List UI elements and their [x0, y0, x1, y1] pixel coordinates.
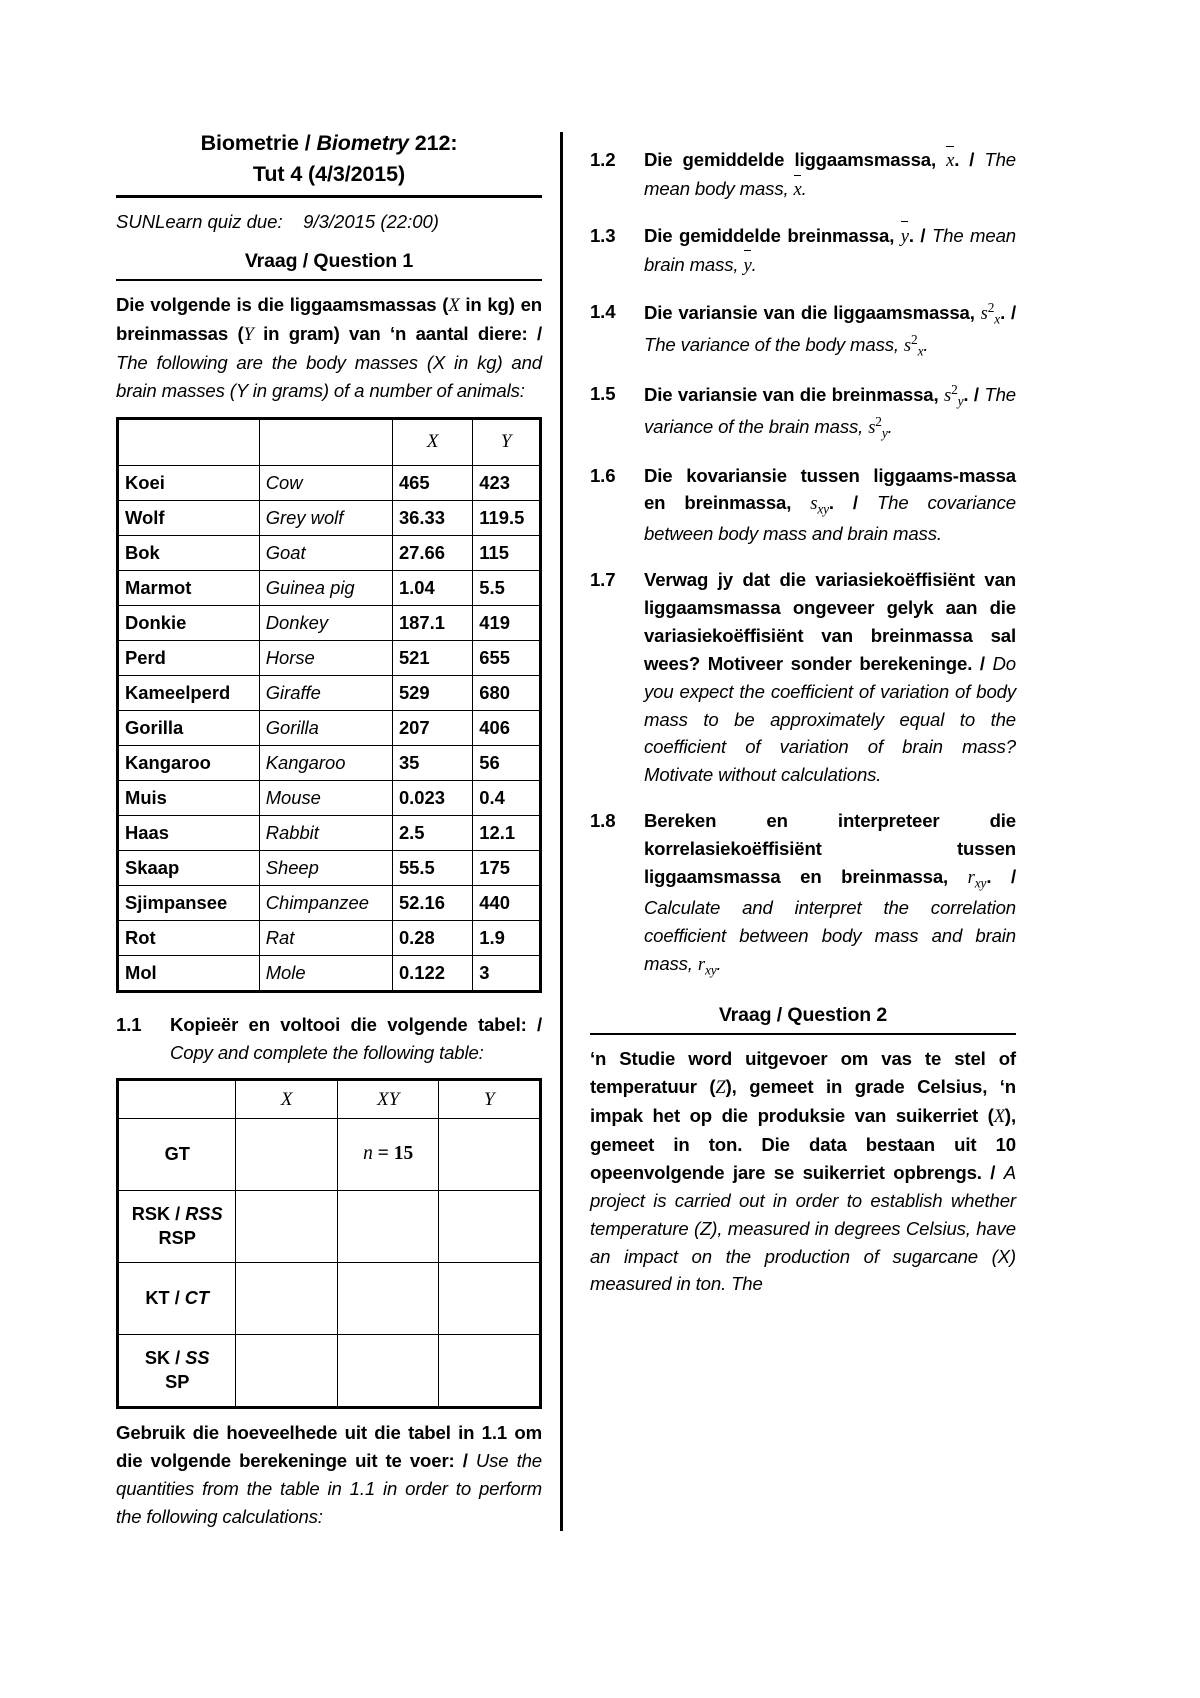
summary-cell-value: n = 15 [337, 1119, 439, 1191]
summary-row [118, 1263, 541, 1335]
item-1-8-number: 1.8 [589, 810, 616, 832]
item-1-5-text: Die variansie van die breinmassa, $s^2_y$. / The variance of the brain mass, $s^2_y$. [643, 381, 1016, 441]
cell-y-value: 1.9 [473, 920, 541, 955]
table-row [118, 710, 541, 745]
use-quantities-af: Gebruik die hoeveelhede uit die tabel in 1.1 om die volgende berekeninge uit te voer: / [116, 1422, 542, 1472]
title-en: Biometry [316, 131, 409, 155]
two-column-layout [116, 128, 1016, 1531]
cell-x-value: 52.16 [392, 885, 472, 920]
cell-y-value: 0.4 [473, 780, 541, 815]
title-subtitle: Tut 4 (4/3/2015) [252, 161, 406, 186]
cell-name-en: Mouse [259, 780, 392, 815]
item-1-7-text [644, 566, 1016, 789]
summary-row [118, 1335, 541, 1408]
title-divider [116, 195, 542, 198]
cell-y-value: 119.5 [473, 500, 541, 535]
item-1-7-af: Verwag jy dat die variasiekoëffisiënt van liggaamsmassa ongeveer gelyk aan die variasiekoëffisiënt van breinmassa sal wees? Motiveer sonder berekeninge. / [643, 569, 1016, 674]
intro-af: Die volgende is die liggaamsmassas (X in kg) en breinmassas (Y in gram) van ‘n aantal diere: / [116, 294, 542, 345]
summary-cell-blank [337, 1263, 439, 1335]
cell-x-value: 529 [392, 675, 472, 710]
item-1-4-number: 1.4 [589, 300, 616, 322]
summary-row-label: RSK / RSS RSP [118, 1191, 236, 1263]
cell-name-af: Donkie [118, 605, 260, 640]
item-1-4 [590, 298, 1016, 362]
item-1-7-number: 1.7 [589, 569, 616, 591]
cell-y-value: 406 [473, 710, 541, 745]
summary-row-label: KT / CT [118, 1263, 236, 1335]
summary-cell-blank [236, 1263, 338, 1335]
item-1-8-af: Bereken en interpreteer die korrelasiekoëffisiënt tussen liggaamsmassa en breinmassa, $r_{xy}$. / [643, 810, 1016, 891]
cell-x-value: 0.023 [392, 780, 472, 815]
question-2-heading: Vraag / Question 2 [718, 1004, 888, 1027]
item-1-3-number: 1.3 [589, 224, 616, 246]
cell-name-en: Sheep [259, 850, 392, 885]
cell-x-value: 35 [392, 745, 472, 780]
item-1-2-text: Die gemiddelde liggaamsmassa, x. / The mean body mass, x. [644, 146, 1016, 204]
question-2-af: ‘n Studie word uitgevoer om vas te stel of temperatuur (Z), gemeet in grade Celsius, ‘n impak het op die produksie van suikerriet (X), gemeet in ton. Die data bestaan uit 10 opeenvolgende jare se suikerriet opbrengs. / [589, 1048, 1016, 1183]
summary-row [118, 1191, 541, 1263]
summary-row-label: GT [118, 1119, 236, 1191]
col-header-blank-1 [118, 418, 260, 465]
cell-x-value: 2.5 [392, 815, 472, 850]
summary-header-row [118, 1080, 541, 1119]
cell-name-en: Kangaroo [259, 745, 392, 780]
cell-y-value: 655 [473, 640, 541, 675]
table-row [118, 535, 541, 570]
title-af: Biometrie [200, 131, 299, 155]
cell-x-value: 465 [392, 465, 472, 500]
item-1-2 [590, 146, 1016, 204]
animal-data-table [116, 417, 542, 993]
item-1-8-en: Calculate and interpret the correlation coefficient between body mass and brain mass, $r_{xy}$. [643, 896, 1016, 978]
summary-col-x: X [236, 1080, 338, 1119]
use-quantities-en: Use the quantities from the table in 1.1 in order to perform the following calculations: [116, 1450, 543, 1528]
item-1-3-text: Die gemiddelde breinmassa, y. / The mean brain mass, y. [644, 222, 1016, 280]
table-row [118, 850, 541, 885]
cell-name-af: Muis [118, 780, 260, 815]
item-1-8-text [644, 807, 1016, 980]
cell-name-af: Haas [118, 815, 260, 850]
col-header-y: Y [473, 418, 541, 465]
cell-name-af: Perd [118, 640, 260, 675]
title-slash: / [298, 131, 317, 155]
cell-name-en: Horse [259, 640, 392, 675]
summary-col-y: Y [439, 1080, 541, 1119]
cell-name-af: Mol [118, 955, 260, 991]
cell-x-value: 0.122 [392, 955, 472, 991]
table-row [118, 570, 541, 605]
cell-name-en: Rat [259, 920, 392, 955]
use-quantities-paragraph [116, 1419, 542, 1531]
table-row [118, 465, 541, 500]
cell-name-af: Skaap [118, 850, 260, 885]
summary-cell-blank [337, 1335, 439, 1408]
question-1-intro [116, 291, 542, 405]
summary-table [116, 1078, 542, 1409]
item-1-1-af: Kopieër en voltooi die volgende tabel: / [170, 1013, 542, 1035]
summary-cell-blank [236, 1335, 338, 1408]
table-row [118, 605, 541, 640]
item-1-7 [590, 566, 1016, 789]
item-1-7-en: Do you expect the coefficient of variation of body mass to be approximately equal to the coefficient of variation of brain mass? Motivate without calculations. [643, 652, 1016, 786]
cell-y-value: 175 [473, 850, 541, 885]
cell-name-en: Goat [259, 535, 392, 570]
cell-y-value: 440 [473, 885, 541, 920]
summary-table-body [118, 1119, 541, 1408]
item-1-5-number: 1.5 [589, 382, 616, 404]
cell-name-en: Grey wolf [259, 500, 392, 535]
col-header-blank-2 [259, 418, 392, 465]
cell-x-value: 36.33 [392, 500, 472, 535]
cell-y-value: 12.1 [473, 815, 541, 850]
cell-name-en: Cow [259, 465, 392, 500]
item-1-1-text [170, 1011, 542, 1067]
question-2-divider [590, 1033, 1016, 1035]
item-1-5 [590, 380, 1016, 444]
table-row [118, 500, 541, 535]
cell-x-value: 27.66 [392, 535, 472, 570]
item-1-6-number: 1.6 [589, 464, 616, 486]
table-row [118, 885, 541, 920]
item-1-8 [590, 807, 1016, 980]
item-1-1 [116, 1011, 542, 1067]
question-1-divider [116, 279, 542, 281]
intro-en: The following are the body masses (X in kg) and brain masses (Y in grams) of a number of animals: [116, 351, 542, 401]
quiz-label: SUNLearn quiz due: [116, 211, 283, 233]
cell-y-value: 56 [473, 745, 541, 780]
cell-y-value: 3 [473, 955, 541, 991]
cell-y-value: 680 [473, 675, 541, 710]
cell-name-af: Wolf [118, 500, 260, 535]
col-header-x: X [392, 418, 472, 465]
summary-cell-blank [439, 1119, 541, 1191]
cell-name-af: Bok [118, 535, 260, 570]
cell-x-value: 207 [392, 710, 472, 745]
quiz-due-line [116, 210, 542, 234]
summary-cell-blank [439, 1335, 541, 1408]
left-column [116, 128, 560, 1531]
cell-x-value: 521 [392, 640, 472, 675]
cell-name-en: Guinea pig [259, 570, 392, 605]
cell-name-af: Kangaroo [118, 745, 260, 780]
cell-name-af: Kameelperd [118, 675, 260, 710]
cell-name-af: Rot [118, 920, 260, 955]
table-row [118, 815, 541, 850]
item-1-4-text: Die variansie van die liggaamsmassa, $s^2_x$. / The variance of the body mass, $s^2_x$. [643, 299, 1016, 359]
cell-name-af: Sjimpansee [118, 885, 260, 920]
cell-name-af: Marmot [118, 570, 260, 605]
cell-name-af: Koei [118, 465, 260, 500]
summary-row [118, 1119, 541, 1191]
cell-name-en: Mole [259, 955, 392, 991]
summary-col-xy: XY [337, 1080, 439, 1119]
item-1-6 [590, 462, 1016, 549]
right-column [563, 128, 1016, 1531]
cell-x-value: 1.04 [392, 570, 472, 605]
animal-table-body [118, 465, 541, 991]
item-1-2-number: 1.2 [589, 149, 616, 170]
table-row [118, 640, 541, 675]
cell-name-en: Gorilla [259, 710, 392, 745]
cell-y-value: 115 [473, 535, 541, 570]
cell-name-en: Giraffe [259, 675, 392, 710]
summary-col-blank [118, 1080, 236, 1119]
table-row [118, 920, 541, 955]
table-row [118, 675, 541, 710]
summary-cell-blank [439, 1191, 541, 1263]
table-row [118, 745, 541, 780]
document-title [116, 128, 542, 189]
cell-name-af: Gorilla [118, 710, 260, 745]
table-row [118, 780, 541, 815]
item-1-6-text: Die kovariansie tussen liggaams-massa en breinmassa, $s_{xy}$. / The covariance between body mass and brain mass. [643, 464, 1016, 545]
title-code: 212: [408, 131, 458, 155]
cell-y-value: 423 [473, 465, 541, 500]
summary-cell-blank [236, 1119, 338, 1191]
cell-x-value: 0.28 [392, 920, 472, 955]
table-header-row [118, 418, 541, 465]
cell-name-en: Donkey [259, 605, 392, 640]
item-1-1-en: Copy and complete the following table: [170, 1041, 484, 1063]
table-row [118, 955, 541, 991]
cell-y-value: 419 [473, 605, 541, 640]
summary-row-label: SK / SS SP [118, 1335, 236, 1408]
cell-x-value: 55.5 [392, 850, 472, 885]
cell-x-value: 187.1 [392, 605, 472, 640]
question-2-en: A project is carried out in order to establish whether temperature (Z), measured in degrees Celsius, have an impact on the production of sugarcane (X) measured in ton. The [589, 1161, 1016, 1295]
summary-cell-blank [236, 1191, 338, 1263]
item-1-1-number: 1.1 [116, 1013, 142, 1035]
quiz-value: 9/3/2015 (22:00) [303, 211, 439, 233]
question-2-text [590, 1045, 1016, 1298]
cell-name-en: Chimpanzee [259, 885, 392, 920]
summary-cell-blank [439, 1263, 541, 1335]
summary-cell-blank [337, 1191, 439, 1263]
item-1-3 [590, 222, 1016, 280]
question-1-heading: Vraag / Question 1 [244, 250, 414, 273]
cell-name-en: Rabbit [259, 815, 392, 850]
cell-y-value: 5.5 [473, 570, 541, 605]
